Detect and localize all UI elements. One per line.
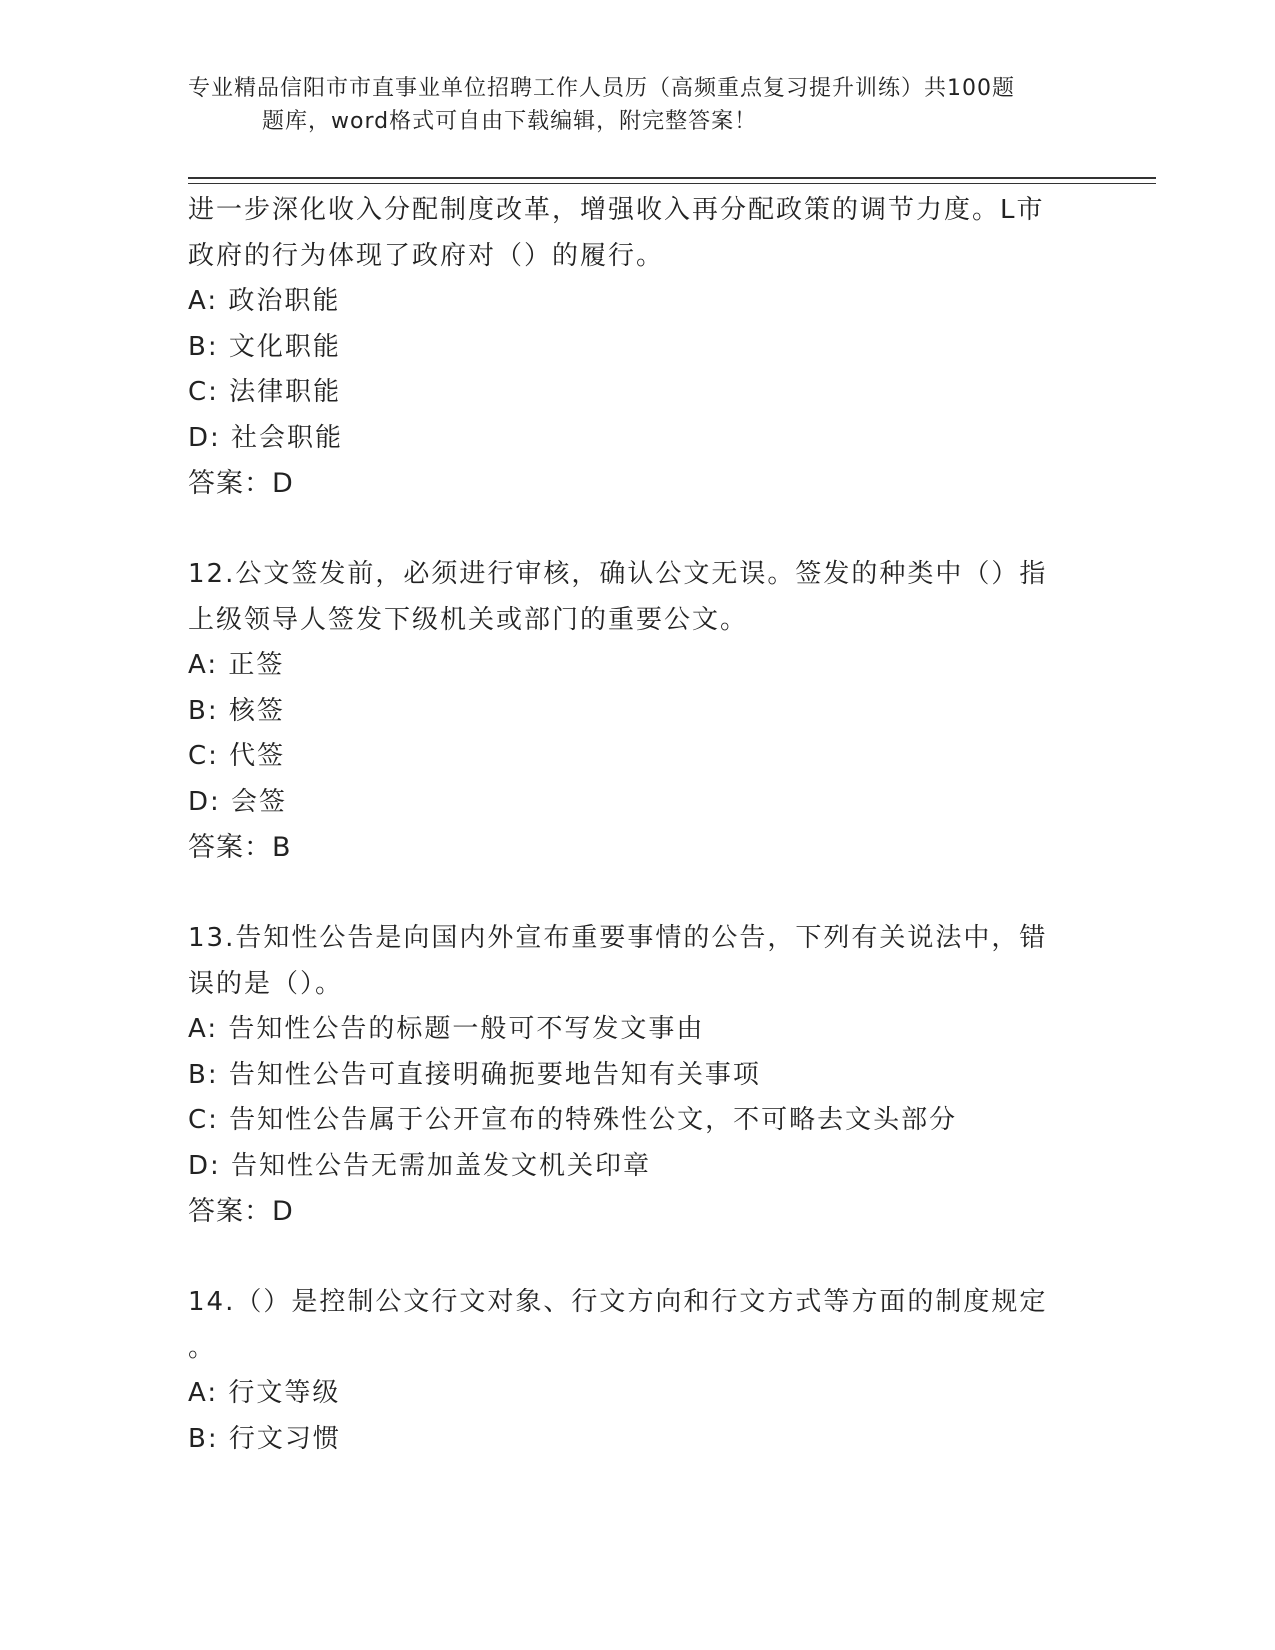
question-item (188, 552, 1088, 871)
question-stem-line: 误的是（）。 (188, 968, 344, 999)
option-d: D: 告知性公告无需加盖发文机关印章 (188, 1150, 652, 1181)
option-b: B: 核签 (188, 695, 285, 726)
question-stem-line: 12.公文签发前，必须进行审核，确认公文无误。签发的种类中（）指 (188, 559, 1048, 589)
spacer (188, 507, 1088, 553)
question-stem-line: 13.告知性公告是向国内外宣布重要事情的公告，下列有关说法中，错 (188, 923, 1048, 953)
question-stem-line: 14.（）是控制公文行文对象、行文方向和行文方式等方面的制度规定 (188, 1287, 1048, 1317)
option-c: C: 代签 (188, 741, 286, 771)
option-a: A: 告知性公告的标题一般可不写发文事由 (188, 1014, 705, 1044)
header-divider-thin (188, 183, 1156, 184)
question-item (188, 1280, 1088, 1462)
header-title-line-2: 题库，word格式可自由下载编辑，附完整答案！ (262, 109, 758, 134)
question-list (188, 188, 1088, 1462)
header-divider-thick (188, 177, 1156, 179)
document-header (188, 72, 1088, 138)
spacer (188, 1235, 1088, 1281)
option-a: A: 行文等级 (188, 1378, 341, 1408)
question-item (188, 188, 1088, 507)
header-title-line-1: 专业精品信阳市市直事业单位招聘工作人员历（高频重点复习提升训练）共100题 (188, 76, 1015, 101)
option-d: D: 社会职能 (188, 422, 344, 453)
question-stem-line: 政府的行为体现了政府对（）的履行。 (188, 240, 665, 271)
spacer (188, 871, 1088, 917)
option-b: B: 文化职能 (188, 331, 341, 362)
option-c: C: 法律职能 (188, 377, 342, 407)
question-stem-line: 。 (188, 1332, 217, 1363)
option-c: C: 告知性公告属于公开宣布的特殊性公文，不可略去文头部分 (188, 1105, 958, 1135)
option-d: D: 会签 (188, 786, 288, 817)
question-item (188, 916, 1088, 1235)
option-a: A: 正签 (188, 650, 285, 680)
option-a: A: 政治职能 (188, 286, 341, 316)
question-stem-line: 进一步深化收入分配制度改革，增强收入再分配政策的调节力度。L市 (188, 195, 1045, 225)
question-stem-line: 上级领导人签发下级机关或部门的重要公文。 (188, 604, 749, 635)
answer-line: 答案：D (188, 468, 294, 499)
option-b: B: 行文习惯 (188, 1423, 341, 1454)
answer-line: 答案：D (188, 1196, 294, 1227)
option-b: B: 告知性公告可直接明确扼要地告知有关事项 (188, 1059, 761, 1090)
answer-line: 答案：B (188, 832, 292, 863)
